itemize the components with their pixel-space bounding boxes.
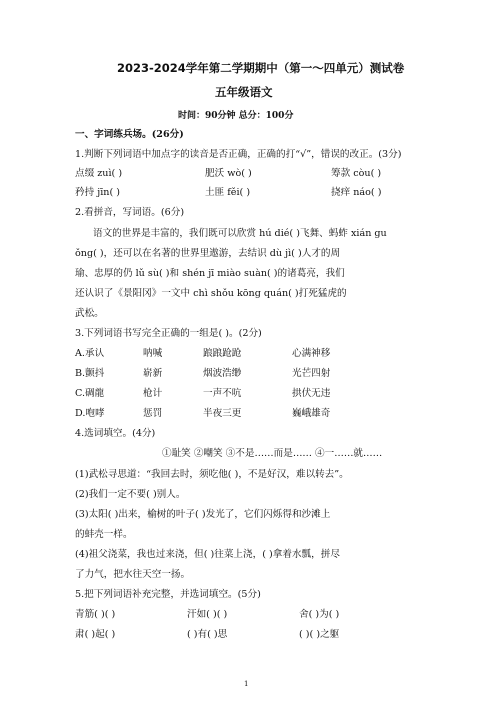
q3-option: 一声不吭 (203, 388, 242, 399)
exam-title: 2023-2024学年第二学期期中（第一～四单元）测试卷 (117, 61, 405, 75)
q3-prompt: 3.下列词语书写完全正确的一组是( )。(2分) (75, 328, 262, 339)
q3-option: 惩罚 (143, 408, 163, 419)
q3-option: 半夜三更 (203, 408, 242, 419)
time-info: 时间：90分钟 总分：100分 (178, 111, 294, 121)
q3-option: 拱伏无违 (292, 388, 331, 399)
q2-line: 武松。 (75, 308, 104, 319)
q4-line: 的蚌壳一样。 (75, 529, 133, 540)
q3-option: D.咆哮 (75, 408, 105, 419)
q3-option: C.碉龍 (75, 388, 105, 399)
q4-line: (3)太阳( )出来，榆树的叶子( )发光了，它们闪烁得和沙滩上 (75, 509, 331, 520)
q1-item: 点缀 zuì( ) (75, 168, 123, 179)
page-number: 1 (244, 680, 249, 688)
q4-choices: ①耻笑 ②嘲笑 ③不是……而是…… ④一……就…… (162, 448, 383, 459)
q3-option: 巍峨雄奇 (292, 408, 331, 419)
q1-prompt: 1.判断下列词语中加点字的读音是否正确，正确的打“√”，错误的改正。(3分) (75, 149, 402, 160)
q3-option: 枪计 (143, 388, 163, 399)
q1-item: 矜持 jīn( ) (75, 187, 120, 198)
q1-item: 挠痒 náo( ) (331, 187, 382, 198)
q5-prompt: 5.把下列词语补充完整，并选词填空。(5分) (75, 589, 261, 600)
q5-item: 汗如( )( ) (187, 609, 228, 620)
q4-line: 了力气，把水往天空一扬。 (75, 569, 191, 580)
q4-prompt: 4.选词填空。(4分) (75, 428, 156, 439)
q5-item: 青筋( )( ) (75, 609, 116, 620)
section-heading: 一、字词练兵场。(26分) (75, 129, 184, 140)
q3-option: 心满神移 (292, 348, 331, 359)
q4-line: (4)祖父浇菜，我也过来浇，但( )往菜上浇，( )拿着水瓢，拼尽 (75, 549, 340, 560)
q1-item: 筹款 còu( ) (331, 168, 382, 179)
q3-option: B.颤抖 (75, 368, 105, 379)
q3-option: 踉踉跄跄 (203, 348, 242, 359)
q3-option: 呐喊 (143, 348, 163, 359)
q2-line: ǒng( )，还可以在名著的世界里遨游，去结识 dù jì( )人才的周 (75, 248, 341, 259)
q5-item: ( )有( )思 (187, 629, 228, 640)
q2-prompt: 2.看拼音，写词语。(6分) (75, 207, 185, 218)
q3-option: 光芒四射 (292, 368, 331, 379)
q5-item: 舍( )为( ) (299, 609, 340, 620)
q2-line: 还认识了《景阳冈》一文中 chì shǒu kōng quán( )打死猛虎的 (75, 288, 347, 299)
q2-line: 瑜、忠厚的仍 lǔ sù( )和 shén jī miào suàn( )的诸葛亮，我们 (75, 268, 345, 279)
q2-line: 语文的世界是丰富的，我们既可以欣赏 hú dié( )飞舞、蚂蚱 xián gu (93, 228, 387, 239)
q4-line: (2)我们一定不要( )别人。 (75, 489, 186, 500)
exam-subtitle: 五年级语文 (215, 85, 273, 99)
q3-option: A.承认 (75, 348, 105, 359)
q3-option: 烟波浩缈 (203, 368, 242, 379)
q1-item: 肥沃 wò( ) (205, 168, 252, 179)
q1-item: 土匪 fěi( ) (205, 187, 251, 198)
q4-line: (1)武松寻思道：“我回去时，须吃他( )，不是好汉，难以转去”。 (75, 469, 349, 480)
q5-item: ( )( )之躯 (299, 629, 340, 640)
q3-option: 崭新 (143, 368, 163, 379)
q5-item: 肃( )起( ) (75, 629, 116, 640)
